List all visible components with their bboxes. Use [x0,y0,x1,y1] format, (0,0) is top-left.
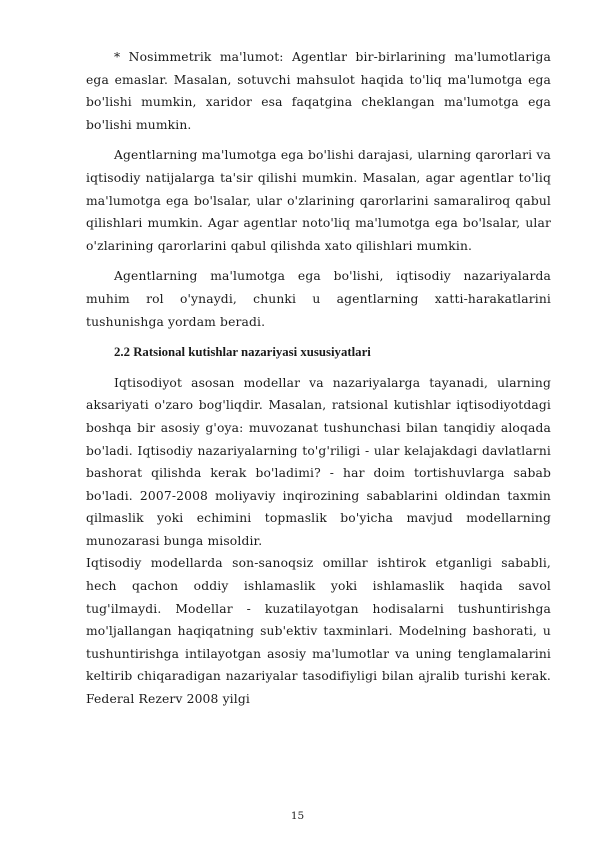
page-number: 15 [290,810,305,822]
page-content [86,46,551,711]
paragraph-information-level: Agentlarning ma'lumotga ega bo'lishi darajasi, ularning qarorlari va iqtisodiy natijalarga ta'sir qilishi mumkin. Masalan, agar agentlar to'liq ma'lumotga ega bo'lsalar, ular o'zlarining qarorlarini samaraliroq qabul qilishlari mumkin. Agar agentlar noto'liq ma'lumotga ega bo'lsalar, ular o'zlarining qarorlarini qabul qilishda xato qilishlari mumkin. [86,148,551,253]
paragraph-spacer [86,333,551,341]
paragraph-spacer [86,364,551,372]
paragraph-model-factors: Iqtisodiy modellarda son-sanoqsiz omillar ishtirok etganligi sababli, hech qachon oddiy ishlamaslik yoki ishlamaslik haqida savol tug'ilmaydi. Modellar - kuzatilayotgan hodisalarni tushuntirishga mo'ljallangan haqiqatning sub'ektiv taxminlari. Modelning bashorati, u tushuntirishga intilayotgan asosiy ma'lumotlar va uning tenglamalarini keltirib chiqaradigan nazariyalar tasodifiyligi bilan ajralib turishi kerak. Federal Rezerv 2008 yilgi [86,556,551,707]
paragraph-spacer [86,257,551,265]
paragraph-asymmetric-information: * Nosimmetrik ma'lumot: Agentlar bir-birlarining ma'lumotlariga ega emaslar. Masalan, sotuvchi mahsulot haqida to'liq ma'lumotga ega bo'lishi mumkin, xaridor esa faqatgina cheklangan ma'lumotga ega bo'lishi mumkin. [86,50,551,132]
section-heading: 2.2 Ratsional kutishlar nazariyasi xususiyatlari [114,345,371,360]
paragraph-spacer [86,136,551,144]
paragraph-information-role: Agentlarning ma'lumotga ega bo'lishi, iqtisodiy nazariyalarda muhim rol o'ynaydi, chunki u agentlarning xatti-harakatlarini tushunishga yordam beradi. [86,269,551,329]
paragraph-economic-models: Iqtisodiyot asosan modellar va nazariyalarga tayanadi, ularning aksariyati o'zaro bog'liqdir. Masalan, ratsional kutishlar iqtisodiyotdagi boshqa bir asosiy g'oya: muvozanat tushunchasi bilan tanqidiy aloqada bo'ladi. Iqtisodiy nazariyalarning to'g'riligi - ular kelajakdagi davlatlarni bashorat qilishda kerak bo'ladimi? - har doim tortishuvlarga sabab bo'ladi. 2007-2008 moliyaviy inqirozining sabablarini oldindan taxmin qilmaslik yoki echimini topmaslik bo'yicha mavjud modellarning munozarasi bunga misoldir. [86,375,551,548]
